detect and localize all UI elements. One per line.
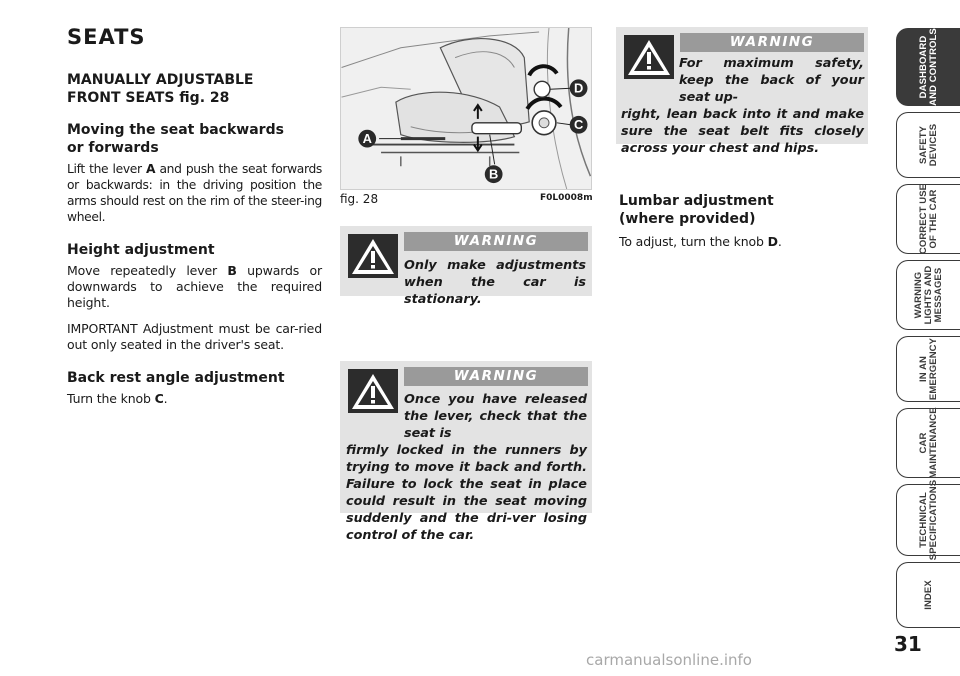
callout-d: D [573, 80, 584, 96]
lumbar-text-pre: To adjust, turn the knob [619, 234, 768, 249]
warning-text-first: Once you have released the lever, check that the seat is [404, 392, 587, 441]
lever-b-ref: B [227, 263, 237, 278]
warning-text-first: For maximum safety, keep the back of your seat up- [679, 56, 864, 105]
tab-safety-devices[interactable] [896, 112, 960, 178]
warning-text-first: Only make adjustments [404, 258, 586, 273]
tab-emergency[interactable] [896, 336, 960, 402]
seat-figure [340, 27, 592, 190]
tab-label: INDEX [922, 580, 934, 610]
lumbar-text-post: . [777, 234, 782, 249]
callout-c: C [573, 117, 584, 133]
page-title: SEATS [67, 25, 146, 49]
lumbar-heading-line-1: Lumbar adjustment [619, 193, 774, 209]
warning-text [621, 55, 864, 157]
warning-box-stationary [340, 226, 592, 307]
seat-illustration [341, 28, 591, 189]
height-text-pre: Move repeatedly lever [67, 263, 228, 278]
move-text-pre: Lift the lever [67, 162, 146, 176]
callout-b: B [489, 166, 499, 182]
back-rest-text [67, 391, 322, 407]
lumbar-text [619, 234, 869, 250]
knob-c-ref: C [154, 391, 164, 406]
important-note: IMPORTANT Adjustment must be car-ried out only seated in the driver's seat. [67, 321, 322, 352]
warning-label: WARNING [680, 33, 864, 52]
warning-text-rest: when the car is stationary. [404, 275, 586, 307]
subtitle-figure-ref: fig. 28 [179, 90, 230, 106]
move-seat-text [67, 161, 322, 225]
warning-text-rest: firmly locked in the runners by trying to move it back and forth. Failure to lock the seat in place could result in the seat moving suddenly and the dri-ver losing control of the car. [346, 443, 587, 543]
tab-label: TECHNICAL SPECIFICATIONS [917, 479, 939, 561]
tab-index[interactable] [896, 562, 960, 628]
warning-text [346, 257, 586, 308]
move-heading-line-1: Moving the seat backwards [67, 122, 284, 138]
lumbar-heading [619, 192, 869, 228]
tab-car-maintenance[interactable] [896, 408, 960, 478]
move-seat-heading [67, 121, 322, 157]
warning-text [346, 391, 587, 544]
left-column [67, 25, 322, 417]
tab-label: CAR MAINTENANCE [917, 407, 939, 479]
warning-box-seatback [616, 27, 868, 156]
right-column [619, 192, 869, 260]
watermark: carmanualsonline.info [586, 651, 752, 669]
warning-box-lever [340, 361, 592, 543]
back-text-pre: Turn the knob [67, 391, 155, 406]
tab-technical-specifications[interactable] [896, 479, 960, 561]
subtitle-line-1: MANUALLY ADJUSTABLE [67, 72, 254, 88]
section-subtitle [67, 71, 322, 107]
back-text-post: . [163, 391, 168, 406]
subtitle-line-2: FRONT SEATS [67, 90, 175, 106]
page-number: 31 [894, 632, 922, 656]
knob-d-ref: D [767, 234, 778, 249]
figure-code: F0L0008m [540, 193, 593, 203]
tab-label: CORRECT USE OF THE CAR [917, 183, 939, 255]
back-rest-heading: Back rest angle adjustment [67, 370, 285, 386]
move-heading-line-2: or forwards [67, 140, 159, 156]
move-text-post: and push the seat forwards or backwards: in the driving position the arms should rest on the rim of the steer-ing wheel. [67, 162, 322, 224]
height-heading: Height adjustment [67, 242, 215, 258]
lever-a-ref: A [145, 162, 156, 176]
tab-label: IN AN EMERGENCY [917, 337, 939, 401]
tab-dashboard-and-controls[interactable] [896, 28, 960, 106]
tab-warning-lights[interactable] [896, 260, 960, 330]
callout-a: A [362, 131, 372, 147]
warning-text-rest: right, lean back into it and make sure the seat belt fits closely across your chest and hips. [621, 107, 864, 156]
tab-label: DASHBOARD AND CONTROLS [917, 28, 939, 106]
tab-correct-use[interactable] [896, 184, 960, 254]
height-text [67, 263, 322, 311]
tab-label: SAFETY DEVICES [917, 123, 939, 167]
warning-label: WARNING [404, 367, 588, 386]
tab-label: WARNING LIGHTS AND MESSAGES [912, 265, 944, 325]
height-text-post: upwards or downwards to achieve the required height. [67, 263, 322, 310]
figure-caption: fig. 28 [340, 192, 379, 206]
warning-label: WARNING [404, 232, 588, 251]
lumbar-heading-line-2: (where provided) [619, 211, 756, 227]
